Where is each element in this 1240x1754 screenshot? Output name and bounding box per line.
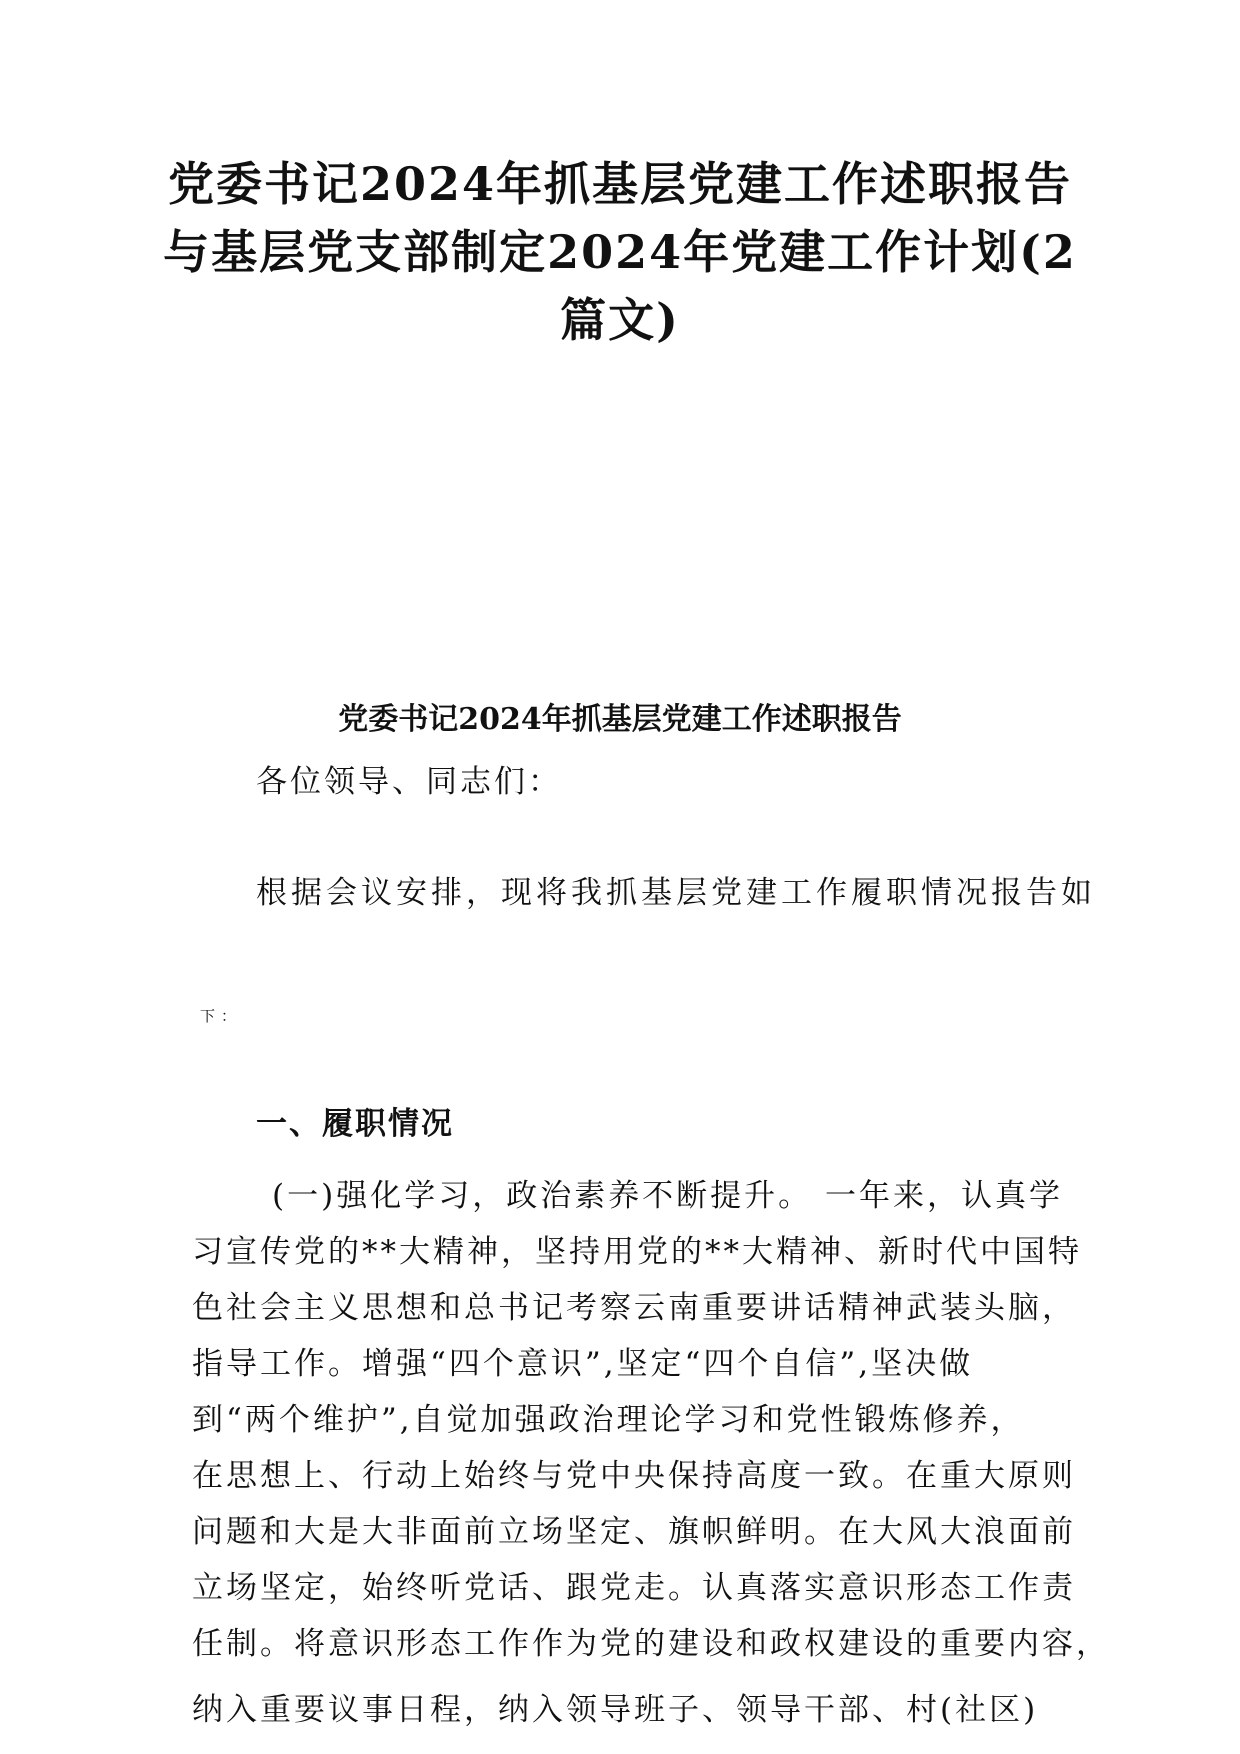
- document-title-line-2: 与基层党支部制定2024年党建工作计划(2: [163, 225, 1077, 279]
- document-title-line-1: 党委书记2024年抓基层党建工作述职报告: [167, 157, 1073, 211]
- salutation: 各位领导、同志们：: [256, 764, 562, 800]
- heading-performance: 一、履职情况: [256, 1106, 454, 1142]
- body-line: 色社会主义思想和总书记考察云南重要讲话精神武装头脑，: [192, 1290, 1076, 1326]
- body-line: 问题和大是大非面前立场坚定、旗帜鲜明。在大风大浪面前: [192, 1514, 1076, 1550]
- intro-continuation: 下：: [200, 1007, 243, 1025]
- document-title: [160, 150, 1080, 354]
- body-line: 指导工作。增强“四个意识”,坚定“四个自信”,坚决做: [192, 1346, 974, 1382]
- body-line: 在思想上、行动上始终与党中央保持高度一致。在重大原则: [192, 1458, 1076, 1494]
- body-line: 立场坚定，始终听党话、跟党走。认真落实意识形态工作责: [192, 1570, 1076, 1606]
- body-line: 任制。将意识形态工作作为党的建设和政权建设的重要内容，: [192, 1626, 1110, 1662]
- body-line: (一)强化学习，政治素养不断提升。 一年来，认真学: [272, 1178, 1064, 1214]
- body-paragraph: [192, 1168, 1110, 1738]
- section-title: 党委书记2024年抓基层党建工作述职报告: [338, 702, 902, 737]
- intro-paragraph: 根据会议安排，现将我抓基层党建工作履职情况报告如: [256, 875, 1096, 911]
- body-line: 到“两个维护”,自觉加强政治理论学习和党性锻炼修养，: [192, 1402, 1025, 1438]
- body-line: 习宣传党的**大精神，坚持用党的**大精神、新时代中国特: [192, 1234, 1082, 1270]
- document-title-line-3: 篇文): [560, 293, 680, 347]
- body-line: 纳入重要议事日程，纳入领导班子、领导干部、村(社区): [192, 1692, 1039, 1728]
